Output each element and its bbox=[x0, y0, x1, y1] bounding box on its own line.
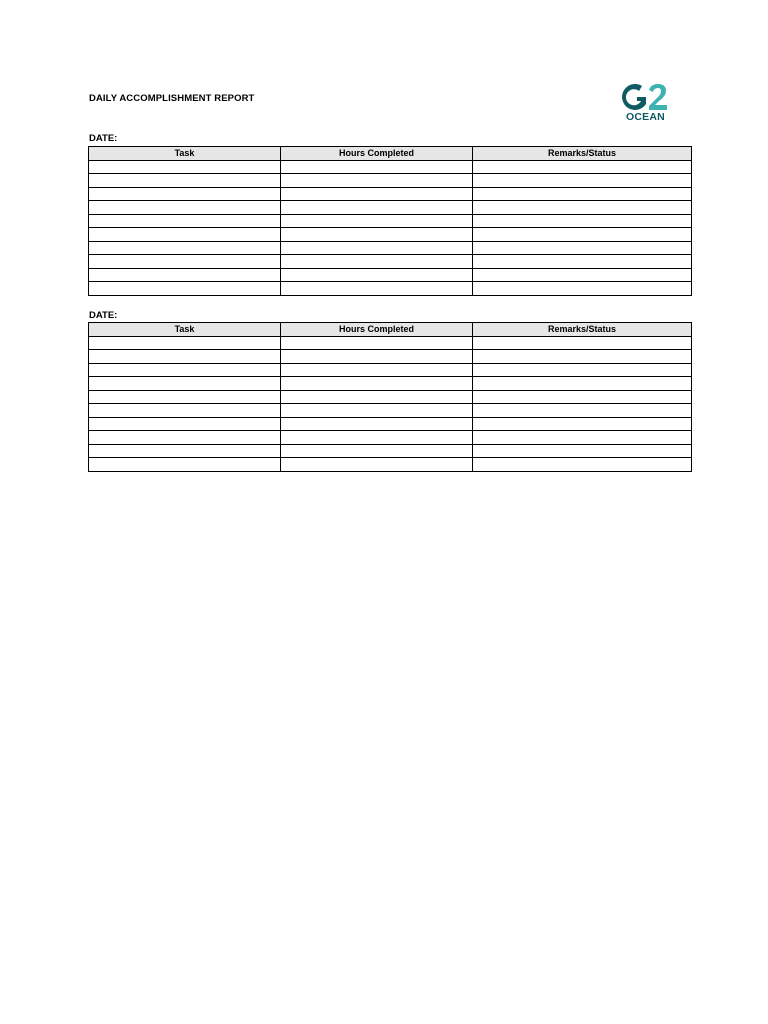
remarks-cell[interactable] bbox=[473, 282, 692, 296]
accomplishment-table bbox=[88, 146, 692, 296]
table-row bbox=[89, 241, 692, 255]
table-row bbox=[89, 363, 692, 377]
remarks-cell[interactable] bbox=[473, 404, 692, 418]
hours-cell[interactable] bbox=[281, 214, 473, 228]
table-row bbox=[89, 228, 692, 242]
column-header-remarks: Remarks/Status bbox=[473, 147, 692, 161]
table-row bbox=[89, 377, 692, 391]
task-cell[interactable] bbox=[89, 350, 281, 364]
column-header-remarks: Remarks/Status bbox=[473, 323, 692, 337]
logo-wordmark: OCEAN bbox=[626, 111, 665, 123]
table-row bbox=[89, 417, 692, 431]
table-row bbox=[89, 458, 692, 472]
table-row bbox=[89, 174, 692, 188]
table-row bbox=[89, 444, 692, 458]
task-cell[interactable] bbox=[89, 228, 281, 242]
remarks-cell[interactable] bbox=[473, 458, 692, 472]
table-row bbox=[89, 255, 692, 269]
remarks-cell[interactable] bbox=[473, 350, 692, 364]
remarks-cell[interactable] bbox=[473, 241, 692, 255]
hours-cell[interactable] bbox=[281, 241, 473, 255]
hours-cell[interactable] bbox=[281, 160, 473, 174]
remarks-cell[interactable] bbox=[473, 228, 692, 242]
task-cell[interactable] bbox=[89, 160, 281, 174]
hours-cell[interactable] bbox=[281, 431, 473, 445]
task-cell[interactable] bbox=[89, 336, 281, 350]
table-row bbox=[89, 404, 692, 418]
table-header-row bbox=[89, 323, 692, 337]
table-row bbox=[89, 390, 692, 404]
remarks-cell[interactable] bbox=[473, 174, 692, 188]
remarks-cell[interactable] bbox=[473, 444, 692, 458]
table-row bbox=[89, 350, 692, 364]
task-cell[interactable] bbox=[89, 458, 281, 472]
accomplishment-table bbox=[88, 322, 692, 472]
task-cell[interactable] bbox=[89, 431, 281, 445]
table-row bbox=[89, 431, 692, 445]
logo-2-mark bbox=[649, 84, 667, 110]
table-body bbox=[89, 336, 692, 471]
remarks-cell[interactable] bbox=[473, 336, 692, 350]
table-row bbox=[89, 282, 692, 296]
hours-cell[interactable] bbox=[281, 417, 473, 431]
logo-g-mark bbox=[622, 84, 646, 110]
column-header-task: Task bbox=[89, 147, 281, 161]
task-cell[interactable] bbox=[89, 174, 281, 188]
task-cell[interactable] bbox=[89, 214, 281, 228]
task-cell[interactable] bbox=[89, 363, 281, 377]
task-cell[interactable] bbox=[89, 444, 281, 458]
column-header-task: Task bbox=[89, 323, 281, 337]
table-row bbox=[89, 187, 692, 201]
task-cell[interactable] bbox=[89, 390, 281, 404]
table-header-row bbox=[89, 147, 692, 161]
remarks-cell[interactable] bbox=[473, 268, 692, 282]
task-cell[interactable] bbox=[89, 255, 281, 269]
table-body bbox=[89, 160, 692, 295]
table-row bbox=[89, 214, 692, 228]
task-cell[interactable] bbox=[89, 417, 281, 431]
hours-cell[interactable] bbox=[281, 255, 473, 269]
hours-cell[interactable] bbox=[281, 187, 473, 201]
remarks-cell[interactable] bbox=[473, 431, 692, 445]
remarks-cell[interactable] bbox=[473, 363, 692, 377]
hours-cell[interactable] bbox=[281, 458, 473, 472]
column-header-hours: Hours Completed bbox=[281, 147, 473, 161]
hours-cell[interactable] bbox=[281, 201, 473, 215]
hours-cell[interactable] bbox=[281, 377, 473, 391]
hours-cell[interactable] bbox=[281, 363, 473, 377]
table-row bbox=[89, 336, 692, 350]
remarks-cell[interactable] bbox=[473, 377, 692, 391]
hours-cell[interactable] bbox=[281, 444, 473, 458]
remarks-cell[interactable] bbox=[473, 201, 692, 215]
hours-cell[interactable] bbox=[281, 390, 473, 404]
remarks-cell[interactable] bbox=[473, 417, 692, 431]
task-cell[interactable] bbox=[89, 404, 281, 418]
table-row bbox=[89, 268, 692, 282]
remarks-cell[interactable] bbox=[473, 214, 692, 228]
remarks-cell[interactable] bbox=[473, 255, 692, 269]
remarks-cell[interactable] bbox=[473, 187, 692, 201]
task-cell[interactable] bbox=[89, 268, 281, 282]
date-label: DATE: bbox=[89, 133, 118, 144]
table-row bbox=[89, 160, 692, 174]
report-title: DAILY ACCOMPLISHMENT REPORT bbox=[89, 93, 255, 104]
date-label: DATE: bbox=[89, 310, 118, 321]
hours-cell[interactable] bbox=[281, 174, 473, 188]
column-header-hours: Hours Completed bbox=[281, 323, 473, 337]
hours-cell[interactable] bbox=[281, 268, 473, 282]
remarks-cell[interactable] bbox=[473, 390, 692, 404]
remarks-cell[interactable] bbox=[473, 160, 692, 174]
task-cell[interactable] bbox=[89, 201, 281, 215]
task-cell[interactable] bbox=[89, 377, 281, 391]
task-cell[interactable] bbox=[89, 187, 281, 201]
task-cell[interactable] bbox=[89, 241, 281, 255]
hours-cell[interactable] bbox=[281, 228, 473, 242]
hours-cell[interactable] bbox=[281, 336, 473, 350]
hours-cell[interactable] bbox=[281, 350, 473, 364]
hours-cell[interactable] bbox=[281, 282, 473, 296]
task-cell[interactable] bbox=[89, 282, 281, 296]
hours-cell[interactable] bbox=[281, 404, 473, 418]
table-row bbox=[89, 201, 692, 215]
